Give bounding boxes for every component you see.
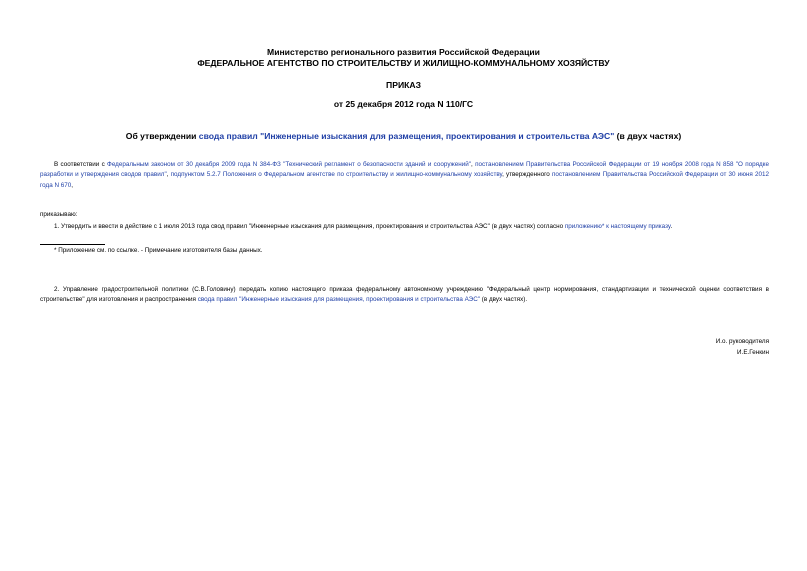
order-item-2 xyxy=(40,285,769,306)
agency-name: ФЕДЕРАЛЬНОЕ АГЕНТСТВО ПО СТРОИТЕЛЬСТВУ И ЖИЛИЩНО-КОММУНАЛЬНОМУ ХОЗЯЙСТВУ xyxy=(197,58,610,68)
title-code-link[interactable]: свода правил "Инженерные изыскания для размещения, проектирования и строительства АЭС" xyxy=(198,131,615,141)
preamble-paragraph xyxy=(40,160,769,191)
appendix-link[interactable]: приложению* к настоящему приказу xyxy=(564,223,671,230)
item1-end: . xyxy=(670,223,673,230)
order-word: приказываю: xyxy=(40,211,78,218)
item2-end: (в двух частях). xyxy=(480,296,528,304)
agency-regulation-link[interactable]: подпунктом 5.2.7 Положения о Федеральном агентстве по строительству и жилищно-коммунальному хозяйству xyxy=(170,171,503,179)
preamble-text: , xyxy=(71,181,74,189)
preamble-text: В соответствии с xyxy=(54,161,108,168)
item2-text: 2. Управление градостроительной политики (С.В.Головину) передать копию настоящего приказа федеральному автономному учреждению "Федеральный центр нормирования, стандартизации и технической оценки соответствия в строительстве" для изготовления и распространения xyxy=(40,286,769,304)
signature-name: И.Е.Генкин xyxy=(737,349,769,356)
government-decree-858-link[interactable]: постановлением Правительства Российской Федерации от 19 ноября 2008 года N 858 "О порядке разработки и утверждения сводов правил" xyxy=(40,161,770,179)
preamble-text: , xyxy=(471,161,476,168)
preamble-text: , утвержденного xyxy=(502,171,552,179)
ministry-name: Министерство регионального развития Российской Федерации xyxy=(267,47,540,57)
footnote-divider xyxy=(40,244,105,245)
document-type: ПРИКАЗ xyxy=(386,80,421,90)
title-suffix: (в двух частях) xyxy=(614,131,682,141)
item1-text: 1. Утвердить и ввести в действие с 1 июля 2013 года свод правил "Инженерные изыскания для размещения, проектирования и строительства АЭС" (в двух частях) согласно xyxy=(54,223,565,230)
preamble-text: , xyxy=(166,171,171,179)
title-prefix: Об утверждении xyxy=(125,131,199,141)
government-decree-670-link[interactable]: постановлением Правительства Российской Федерации от 30 июня 2012 года N 670 xyxy=(40,171,769,189)
document-date-number: от 25 декабря 2012 года N 110/ГС xyxy=(333,99,474,109)
footnote: * Приложение см. по ссылке. - Примечание изготовителя базы данных. xyxy=(54,247,263,254)
order-item-1 xyxy=(40,222,769,232)
item2-code-link[interactable]: свода правил "Инженерные изыскания для размещения, проектирования и строительства АЭС" xyxy=(197,296,480,304)
federal-law-link[interactable]: Федеральным законом от 30 декабря 2009 года N 384-ФЗ "Технический регламент о безопасности зданий и сооружений" xyxy=(107,161,472,168)
document-title xyxy=(0,131,807,142)
signature-position: И.о. руководителя xyxy=(715,338,769,345)
